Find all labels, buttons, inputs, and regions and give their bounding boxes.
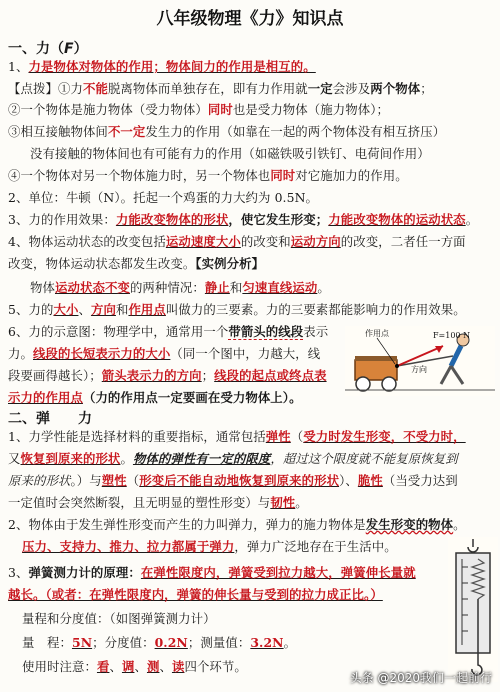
text: 3、力的作用效果： — [8, 212, 116, 227]
text: ；分度值： — [92, 635, 155, 650]
text: 1、力学性能是选择材料的重要指标，通常包括 — [8, 429, 266, 444]
text: ，使它发生形变； — [228, 212, 329, 227]
emphasis: 示力的作用点 — [8, 390, 83, 405]
emphasis: 大小 — [53, 302, 79, 317]
line-range-title: 量程和分度值：（如图弹簧测力计） — [22, 611, 216, 626]
text: 、 — [109, 659, 122, 674]
line-three-elements — [8, 301, 466, 318]
emphasis: 受力时发生形变，不受力时， — [303, 429, 466, 444]
text: ④一个物体对另一个物体施力时，另一个物体也 — [8, 168, 271, 183]
text: 又 — [8, 451, 21, 466]
emphasis: 方向 — [90, 302, 116, 317]
line-spring-principle-2 — [8, 586, 383, 603]
line-motion-change — [8, 233, 466, 250]
emphasis: 形变后不能自动地恢复到原来的形状 — [139, 473, 340, 488]
text: 。）与 — [70, 473, 102, 488]
emphasis: 。（或者：在弹性限度内，弹簧的伸长量与受到的拉力成正比。） — [32, 587, 383, 602]
emphasis: 弹簧测力计的原理： — [28, 565, 141, 580]
line-tip-2 — [8, 101, 389, 118]
item-number: 1、 — [8, 59, 29, 74]
text: 和 — [229, 280, 243, 295]
line-motion-unchanged — [30, 279, 330, 296]
emphasis: 线段的起点或终点表 — [214, 368, 327, 383]
line-elastic-4 — [8, 494, 308, 511]
range-value: 5N — [71, 635, 93, 650]
text: 使用时注意： — [22, 659, 97, 674]
emphasis: 测 — [146, 659, 160, 674]
line-spring-principle — [8, 564, 416, 581]
emphasis: 力能改变物体的形状 — [115, 212, 229, 227]
emphasis: 不能 — [82, 81, 108, 96]
text: 量 程： — [22, 635, 72, 650]
text: ； — [201, 368, 215, 383]
line-diagram-2 — [8, 345, 320, 362]
text: 原来的形状 — [8, 473, 71, 488]
cart-wheel-left — [356, 377, 370, 391]
emphasis: 静止 — [204, 280, 230, 295]
section-heading-close: ） — [73, 41, 88, 57]
emphasis: 匀速直线运动 — [242, 280, 318, 295]
emphasis: 带箭头的线段 — [228, 324, 304, 339]
text: 发生力的作用（如靠在一起的两个物体没有相互挤压） — [145, 124, 446, 139]
text: 的两种情况： — [129, 280, 205, 295]
text: （力的作用点一定要画在受力物体上）。 — [82, 390, 302, 405]
line-range-values — [22, 634, 296, 651]
emphasis: 调 — [121, 659, 135, 674]
text: 和 — [115, 302, 129, 317]
line-elastic-2 — [8, 450, 458, 467]
emphasis: 恢复到原来的形状 — [20, 451, 121, 466]
text: 对它施加力的作用。 — [295, 168, 408, 183]
text: 改变，物体运动状态都发生改变。 — [8, 256, 196, 271]
section-heading-force — [8, 38, 88, 58]
line-diagram-3 — [8, 367, 327, 384]
text: ，超过这个限度就不能复原恢复到 — [270, 451, 458, 466]
label-force-value: F=100 N — [433, 331, 471, 340]
text: 四个环节。 — [184, 659, 247, 674]
emphasis: 韧性 — [270, 495, 296, 510]
emphasis: 同时 — [207, 102, 233, 117]
scale-body — [456, 553, 490, 653]
text: 、 — [159, 659, 172, 674]
text: 力。 — [8, 346, 33, 361]
emphasis: 运动方向 — [290, 234, 341, 249]
text: 段要画得越长）； — [8, 368, 102, 383]
emphasis: 越长 — [8, 587, 33, 602]
line-elastic-3 — [8, 472, 458, 489]
emphasis: 物体的弹性有一定的限度 — [132, 451, 271, 466]
line-tip-3 — [8, 123, 445, 140]
text: （ — [290, 429, 304, 444]
text: ③相互接触物体间 — [8, 124, 108, 139]
cart-pulling-illustration — [345, 326, 495, 396]
emphasis: 发生形变的物体 — [365, 517, 454, 532]
line-effects — [8, 211, 478, 228]
text: ；测量值： — [187, 635, 251, 650]
text: 。 — [120, 451, 133, 466]
text: （当受力达到 — [382, 473, 458, 488]
emphasis: 在弹性限度内，弹簧受到拉力越大，弹簧伸长量就 — [140, 565, 416, 580]
example-tag: 【实例分析】 — [195, 256, 265, 271]
emphasis: 运动状态不变 — [54, 280, 130, 295]
line-tip-1 — [8, 80, 433, 97]
text: 物体 — [30, 280, 55, 295]
text: 也是受力物体（施力物体）； — [232, 102, 390, 117]
label-direction: 方向 — [411, 365, 427, 374]
force-definition: 力是物体对物体的作用；物体间力的作用是相互的。 — [28, 59, 316, 74]
text: 叫做力的三要素。力的三要素都能影响力的作用效果。 — [165, 302, 466, 317]
text: 。 — [453, 517, 466, 532]
line-motion-change-2 — [8, 255, 264, 272]
emphasis: 力能改变物体的运动状态 — [328, 212, 466, 227]
text: 表示 — [303, 324, 329, 339]
text: 4、物体运动状态的改变包括 — [8, 234, 166, 249]
text: （ — [126, 473, 140, 488]
line-elastic-force — [8, 516, 466, 533]
line-definition — [8, 58, 316, 75]
section-heading-symbol: F — [64, 41, 74, 57]
cart-wheel-right — [382, 377, 396, 391]
emphasis: 看 — [96, 659, 110, 674]
line-elastic-1 — [8, 428, 466, 445]
line-diagram-1 — [8, 323, 328, 340]
text: ，弹力广泛地存在于生活中。 — [234, 539, 397, 554]
line-diagram-4 — [8, 389, 302, 406]
text: 2、物体由于发生弹性形变而产生的力叫弹力，弹力的施力物体是 — [8, 517, 366, 532]
application-point — [395, 364, 399, 368]
emphasis: 运动速度大小 — [165, 234, 241, 249]
section-heading-elastic: 二、弹 力 — [8, 411, 92, 427]
label-application-point: 作用点 — [365, 329, 389, 338]
text: 、 — [134, 659, 147, 674]
text: 。 — [283, 635, 297, 650]
division-value: 0.2N — [154, 635, 188, 650]
emphasis: 箭头表示力的方向 — [101, 368, 202, 383]
emphasis: 作用点 — [128, 302, 166, 317]
text: 。 — [295, 495, 308, 510]
line-elastic-examples — [22, 538, 397, 555]
cart-rim — [355, 356, 397, 361]
watermark: 头条 @2020我们一起前行 — [349, 671, 492, 685]
emphasis: 同时 — [270, 168, 296, 183]
line-tip-3b: 没有接触的物体间也有可能有力的作用（如磁铁吸引铁钉、电荷间作用） — [30, 146, 430, 161]
emphasis: 不一定 — [107, 124, 146, 139]
text: 5、力的 — [8, 302, 54, 317]
emphasis: 脆性 — [357, 473, 383, 488]
text: ； — [420, 81, 433, 96]
text: 一定值时会突然断裂，且无明显的塑性形变）与 — [8, 495, 271, 510]
text: ②一个物体是施力物体（受力物体） — [8, 102, 208, 117]
text: 。 — [317, 280, 330, 295]
emphasis: 塑性 — [101, 473, 127, 488]
emphasis: 弹性 — [265, 429, 291, 444]
page-title: 八年级物理《力》知识点 — [156, 9, 344, 29]
text: 会涉及 — [332, 81, 371, 96]
text: 脱离物体而单独存在，即有力作用就 — [107, 81, 308, 96]
measured-value: 3.2N — [250, 635, 284, 650]
emphasis: 线段的长短表示力的大小 — [32, 346, 171, 361]
emphasis: 读 — [171, 659, 185, 674]
line-usage — [22, 658, 247, 675]
text: 。 — [465, 212, 479, 227]
text: 6、力的示意图：物理学中，通常用一个 — [8, 324, 229, 339]
emphasis: 压力、支持力、推力、拉力都属于弹力 — [22, 539, 235, 554]
line-unit: 2、单位：牛顿（N）。托起一个鸡蛋的力大约为 0.5N。 — [8, 190, 319, 205]
text: 3、 — [8, 565, 29, 580]
text: ）、 — [339, 473, 358, 488]
text: 【点拨】①力 — [8, 81, 83, 96]
line-tip-4 — [8, 167, 408, 184]
spring-scale-illustration — [448, 537, 498, 682]
emphasis: 一定 — [307, 81, 333, 96]
text: （同一个图中，力越大，线 — [170, 346, 321, 361]
section-heading-text: 一、力（ — [8, 41, 64, 57]
text: 、 — [78, 302, 91, 317]
text: 的改变和 — [240, 234, 291, 249]
text: 的改变，二者任一方面 — [340, 234, 466, 249]
emphasis: 两个物体 — [370, 81, 421, 96]
